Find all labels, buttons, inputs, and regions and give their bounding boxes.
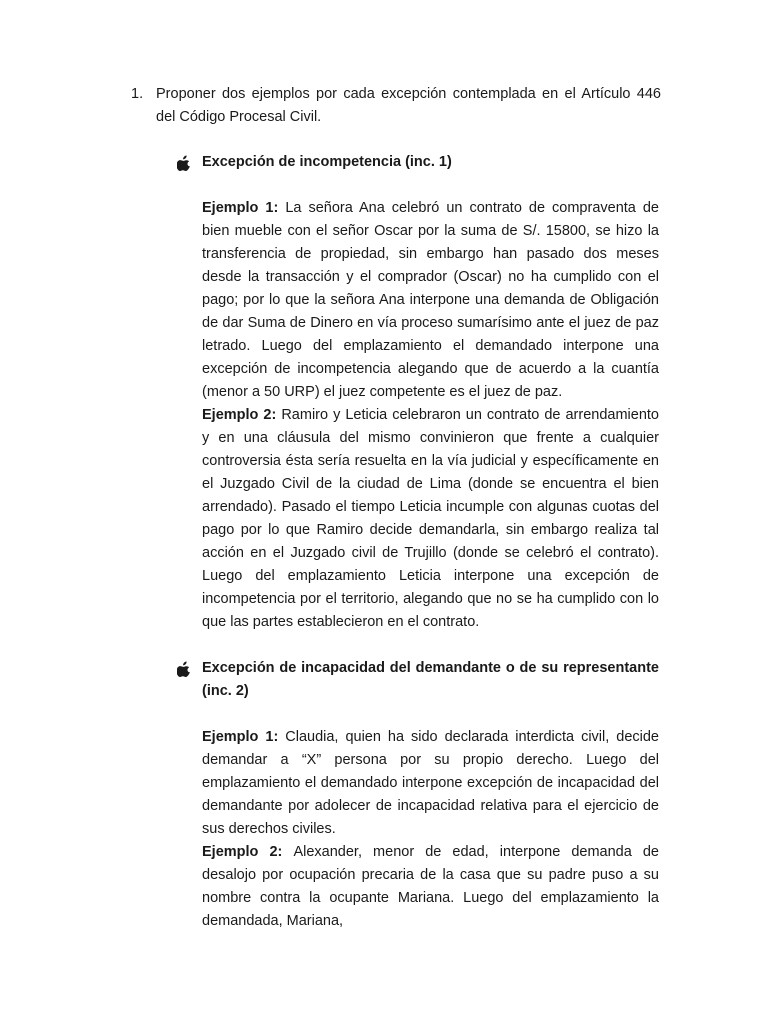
example-label: Ejemplo 2:	[202, 844, 294, 860]
example-text: La señora Ana celebró un contrato de compraventa de bien mueble con el señor Oscar por la suma de S/. 15800, se hizo la transferencia de propiedad, sin embargo han pasado dos meses desde la transacción y el comprador (Oscar) no ha cumplido con el pago; por lo que la señora Ana interpone una demanda de Obligación de dar Suma de Dinero en vía proceso sumarísimo ante el juez de paz letrado. Luego del emplazamiento el demandado interpone una excepción de incompetencia alegando que de acuerdo a la cuantía (menor a 50 URP) el juez competente es el juez de paz.	[202, 200, 659, 400]
example-label: Ejemplo 1:	[202, 729, 286, 745]
section-heading	[177, 657, 659, 703]
example-label: Ejemplo 1:	[202, 200, 286, 216]
list-number: 1.	[131, 86, 144, 102]
example-paragraph	[202, 726, 659, 841]
example-paragraph	[202, 841, 659, 933]
example-text: Claudia, quien ha sido declarada interdicta civil, decide demandar a “X” persona por su propio derecho. Luego del emplazamiento el demandado interpone excepción de incapacidad del demandante por adolecer de incapacidad relativa para el ejercicio de sus derechos civiles.	[202, 729, 659, 837]
apple-bullet-icon	[177, 155, 191, 171]
example-text: Alexander, menor de edad, interpone demanda de desalojo por ocupación precaria de la casa que su padre puso a su nombre contra la ocupante Mariana. Luego del emplazamiento la demandada, Mariana,	[202, 844, 659, 929]
section-incompetencia	[177, 151, 659, 634]
section-heading-text: Excepción de incompetencia (inc. 1)	[202, 154, 452, 170]
example-paragraph	[202, 197, 659, 404]
example-label: Ejemplo 2:	[202, 407, 282, 423]
list-item-text: Proponer dos ejemplos por cada excepción contemplada en el Artículo 446 del Código Procesal Civil.	[156, 86, 661, 125]
section-incapacidad	[177, 657, 659, 933]
section-heading	[177, 151, 659, 174]
apple-bullet-icon	[177, 661, 191, 677]
example-paragraph	[202, 404, 659, 634]
section-heading-text: Excepción de incapacidad del demandante o de su representante (inc. 2)	[202, 660, 659, 699]
example-text: Ramiro y Leticia celebraron un contrato de arrendamiento y en una cláusula del mismo convinieron que frente a cualquier controversia ésta sería resuelta en la vía judicial y específicamente en el Juzgado Civil de la ciudad de Lima (donde se encuentra el bien arrendado). Pasado el tiempo Leticia incumple con algunas cuotas del pago por lo que Ramiro decide demandarla, sin embargo realiza tal acción en el Juzgado civil de Trujillo (donde se celebró el contrato). Luego del emplazamiento Leticia interpone una excepción de incompetencia por el territorio, alegando que no se ha cumplido con lo que las partes establecieron en el contrato.	[202, 407, 659, 630]
numbered-list-item	[131, 83, 661, 129]
